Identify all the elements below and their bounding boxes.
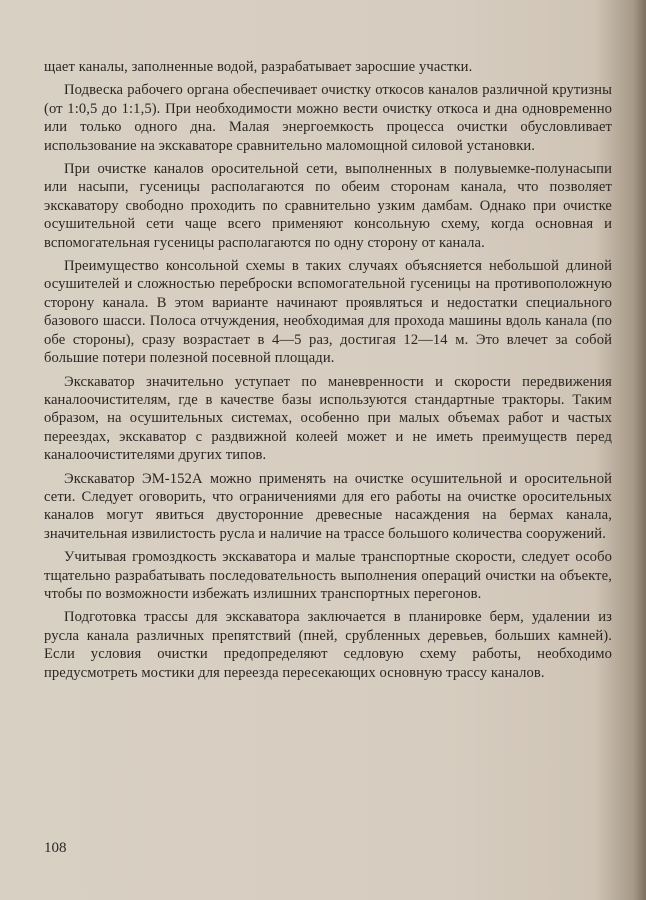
- paragraph-em-152a: Экскаватор ЭМ-152А можно применять на очистке осушительной и оросительной сети. Следует оговорить, что ограничениями для его работы на очистке оросительных каналов могут явиться двусторонние древесные насаждения на бермах канала, значительная извилистость русла и наличие на трассе большого количества сооружений.: [44, 470, 612, 542]
- page-number: 108: [44, 840, 67, 856]
- paragraph-console-scheme: Преимущество консольной схемы в таких случаях объясняется небольшой длиной осушителей и сложностью переброски вспомогательной гусеницы на противоположную сторону канала. В этом варианте начинают проявляться и недостатки специального базового шасси. Полоса отчуждения, необходимая для прохода машины вдоль канала (по обе стороны), сразу возрастает в 4—5 раз, достигая 12—14 м. Это влечет за собой большие потери полезной посевной площади.: [44, 258, 612, 367]
- paragraph-continuation: щает каналы, заполненные водой, разрабатывает заросшие участки.: [44, 59, 473, 75]
- paragraph-maneuverability: Экскаватор значительно уступает по маневренности и скорости передвижения каналоочистителям, где в качестве базы используются стандартные тракторы. Таким образом, на осушительных системах, особенно при малых объемах работ и частых переездах, экскаватор с раздвижной колеей может и не иметь преимуществ перед каналоочистителями других типов.: [44, 373, 612, 464]
- paragraph-route-preparation: Подготовка трассы для экскаватора заключается в планировке берм, удалении из русла канала различных препятствий (пней, срубленных деревьев, больших камней). Если условия очистки предопределяют седловую схему работы, необходимо предусмотреть мостики для переезда пересекающих основную трассу каналов.: [44, 609, 612, 681]
- paragraph-suspension: Подвеска рабочего органа обеспечивает очистку откосов каналов различной крутизны (от 1:0,5 до 1:1,5). При необходимости можно вести очистку откоса и дна одновременно или только одного дна. Малая энергоемкость процесса очистки обусловливает использование на экскаваторе сравнительно маломощной силовой установки.: [44, 82, 612, 154]
- paragraph-irrigation-cleaning: При очистке каналов оросительной сети, выполненных в полувыемке-полунасыпи или насыпи, гусеницы располагаются по обеим сторонам канала, что позволяет экскаватору свободно проходить по сравнительно узким дамбам. Однако при очистке осушительной сети чаще всего применяют консольную схему, когда основная и вспомогательная гусеницы располагаются по одну сторону от канала.: [44, 161, 612, 251]
- body-text: [44, 58, 612, 687]
- paragraph-transport-speed: Учитывая громоздкость экскаватора и малые транспортные скорости, следует особо тщательно разрабатывать последовательность выполнения операций очистки на объекте, чтобы по возможности избежать излишних транспортных перегонов.: [44, 549, 612, 602]
